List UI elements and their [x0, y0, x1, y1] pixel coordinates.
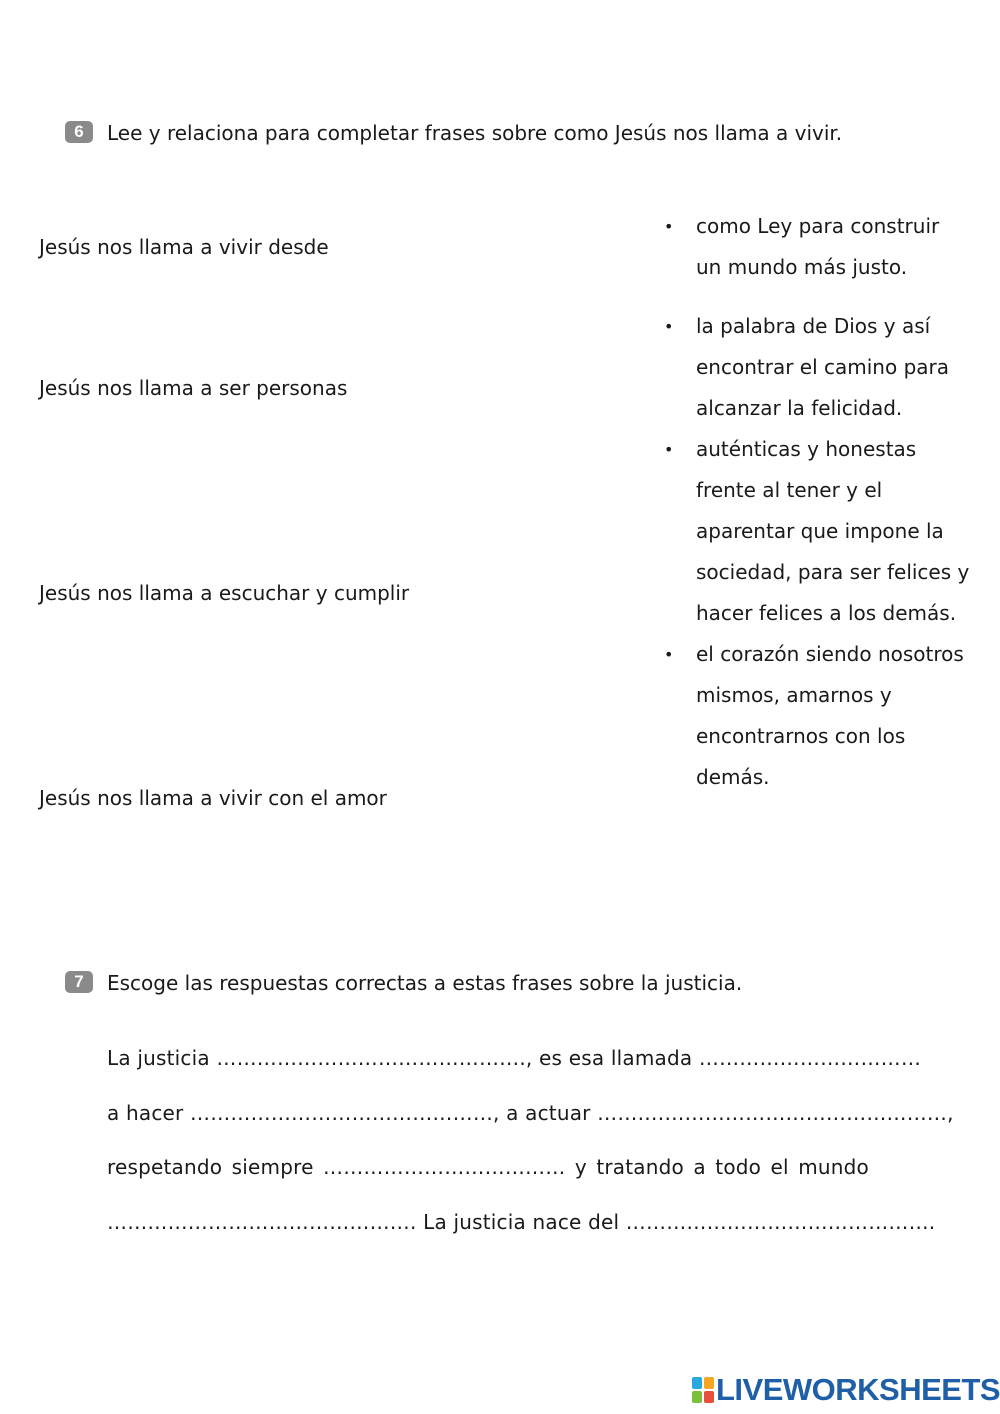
right-phrase-3[interactable] — [660, 429, 970, 634]
bullet-icon: • — [664, 440, 674, 459]
fill-blank-line-3[interactable]: respetando siempre ……………………………… y tratando a todo el mundo — [107, 1155, 869, 1179]
left-phrase-4[interactable]: Jesús nos llama a vivir con el amor — [39, 786, 387, 810]
logo-square — [704, 1391, 714, 1403]
exercise-7-instruction: Escoge las respuestas correctas a estas frases sobre la justicia. — [107, 971, 743, 995]
right-phrase-list — [660, 206, 970, 798]
exercise-6-header — [65, 121, 93, 143]
bullet-icon: • — [664, 645, 674, 664]
logo-mark-icon — [692, 1377, 714, 1403]
right-phrase-2[interactable] — [660, 306, 970, 429]
left-phrase-3[interactable]: Jesús nos llama a escuchar y cumplir — [39, 581, 410, 605]
left-phrase-2[interactable]: Jesús nos llama a ser personas — [39, 376, 348, 400]
logo-square — [692, 1377, 702, 1389]
right-phrase-4[interactable] — [660, 634, 970, 798]
bullet-icon: • — [664, 217, 674, 236]
right-phrase-text: el corazón siendo nosotros mismos, amarnos y encontrarnos con los demás. — [696, 642, 964, 789]
bullet-icon: • — [664, 317, 674, 336]
left-phrase-1[interactable]: Jesús nos llama a vivir desde — [39, 235, 329, 259]
right-phrase-text: la palabra de Dios y así encontrar el camino para alcanzar la felicidad. — [696, 314, 949, 420]
fill-blank-line-2[interactable]: a hacer ………………………………………, a actuar ……….……………………………………, — [107, 1101, 954, 1125]
right-phrase-text: como Ley para construir un mundo más justo. — [696, 214, 940, 279]
logo-square — [692, 1391, 702, 1403]
fill-blank-line-1[interactable]: La justicia ………………………………………., es esa llamada …………………………… — [107, 1046, 922, 1070]
right-phrase-text: auténticas y honestas frente al tener y el aparentar que impone la sociedad, para ser felices y hacer felices a los demás. — [696, 437, 970, 625]
right-phrase-1[interactable] — [660, 206, 970, 288]
exercise-7-header — [65, 971, 93, 993]
exercise-6-instruction: Lee y relaciona para completar frases sobre como Jesús nos llama a vivir. — [107, 121, 843, 145]
fill-blank-line-4[interactable]: ………………………………………. La justicia nace del ………………………………………. — [107, 1210, 936, 1234]
exercise-number-badge: 7 — [65, 971, 93, 993]
exercise-number-badge: 6 — [65, 121, 93, 143]
liveworksheets-logo — [692, 1374, 1000, 1406]
logo-text: LIVEWORKSHEETS — [716, 1372, 1000, 1407]
logo-square — [704, 1377, 714, 1389]
